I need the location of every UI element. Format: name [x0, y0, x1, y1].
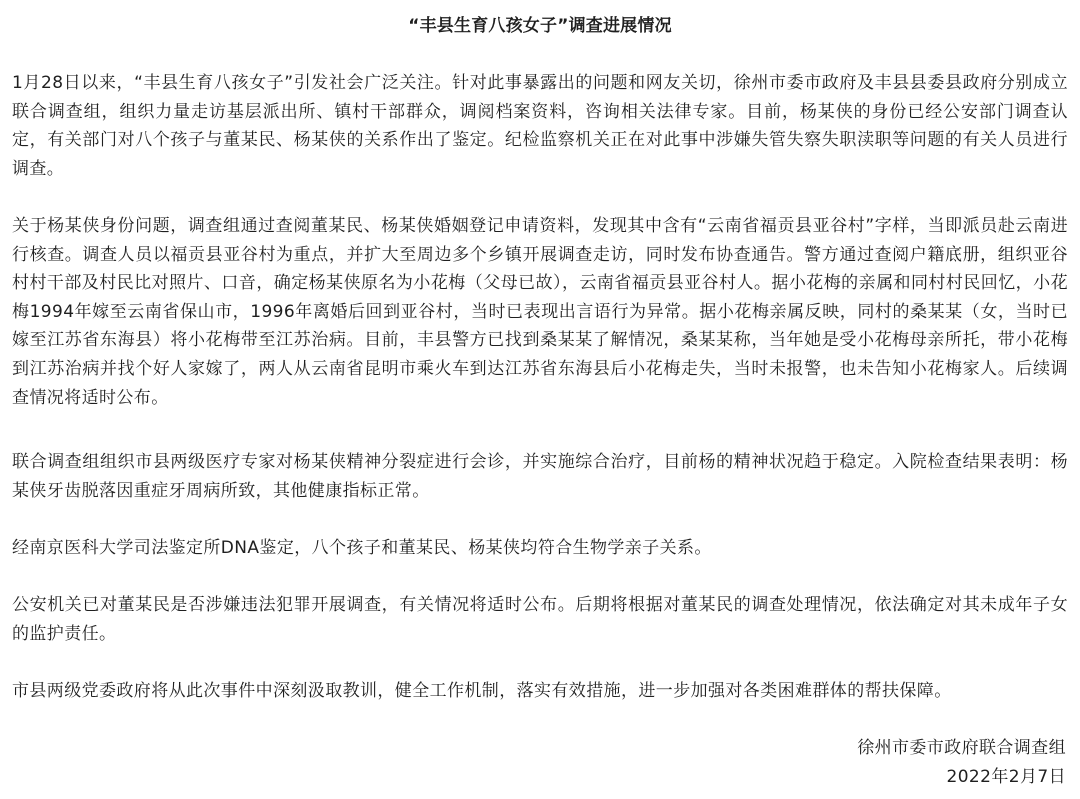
paragraph-identity: 关于杨某侠身份问题，调查组通过查阅董某民、杨某侠婚姻登记申请资料，发现其中含有“云南省福贡县亚谷村”字样，当即派员赴云南进行核查。调查人员以福贡县亚谷村为重点，并扩大至周边多个乡镇开展调查走访，同时发布协查通告。警方通过查阅户籍底册，组织亚谷村村干部及村民比对照片、口音，确定杨某侠原名为小花梅（父母已故），云南省福贡县亚谷村人。据小花梅的亲属和同村村民回忆，小花梅1994年嫁至云南省保山市，1996年离婚后回到亚谷村，当时已表现出言语行为异常。据小花梅亲属反映，同村的桑某某（女，当时已嫁至江苏省东海县）将小花梅带至江苏治病。目前，丰县警方已找到桑某某了解情况，桑某某称，当年她是受小花梅母亲所托，带小花梅到江苏治病并找个好人家嫁了，两人从云南省昆明市乘火车到达江苏省东海县后小花梅走失，当时未报警，也未告知小花梅家人。后续调查情况将适时公布。: [12, 216, 1068, 408]
paragraph-police: 公安机关已对董某民是否涉嫌违法犯罪开展调查，有关情况将适时公布。后期将根据对董某民的调查处理情况，依法确定对其未成年子女的监护责任。: [12, 595, 1068, 644]
signature-date: 2022年2月7日: [946, 767, 1066, 787]
paragraph-intro: 1月28日以来，“丰县生育八孩女子”引发社会广泛关注。针对此事暴露出的问题和网友关切，徐州市委市政府及丰县县委县政府分别成立联合调查组，组织力量走访基层派出所、镇村干部群众，调阅档案资料，咨询相关法律专家。目前，杨某侠的身份已经公安部门调查认定，有关部门对八个孩子与董某民、杨某侠的关系作出了鉴定。纪检监察机关正在对此事中涉嫌失管失察失职渎职等问题的有关人员进行调查。: [12, 73, 1068, 179]
paragraph-conclusion: 市县两级党委政府将从此次事件中深刻汲取教训，健全工作机制，落实有效措施，进一步加强对各类困难群体的帮扶保障。: [12, 681, 952, 701]
paragraph-dna: 经南京医科大学司法鉴定所DNA鉴定，八个孩子和董某民、杨某侠均符合生物学亲子关系。: [12, 538, 712, 558]
document-title: “丰县生育八孩女子”调查进展情况: [408, 16, 672, 36]
paragraph-medical: 联合调查组组织市县两级医疗专家对杨某侠精神分裂症进行会诊，并实施综合治疗，目前杨的精神状况趋于稳定。入院检查结果表明：杨某侠牙齿脱落因重症牙周病所致，其他健康指标正常。: [12, 452, 1068, 501]
signature-organization: 徐州市委市政府联合调查组: [857, 738, 1066, 758]
